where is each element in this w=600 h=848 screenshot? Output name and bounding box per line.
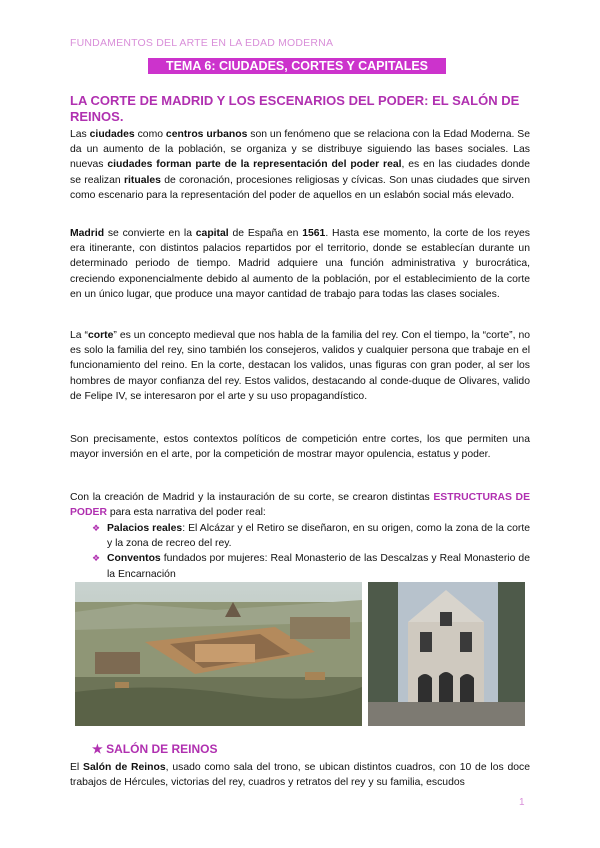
list-item: ❖ Palacios reales: El Alcázar y el Retiro se diseñaron, en su origen, como la zona de la corte y la zona de recreo del rey.	[92, 523, 530, 550]
star-icon: ★	[92, 742, 103, 756]
paragraph-estructuras: Con la creación de Madrid y la instauración de su corte, se crearon distintas ESTRUCTURAS DE PODER para esta narrativa del poder real:	[70, 492, 530, 519]
list-item: ❖ Conventos fundados por mujeres: Real Monasterio de las Descalzas y Real Monasterio de la Encarnación	[92, 553, 530, 580]
paragraph-corte: La “corte” es un concepto medieval que nos habla de la familia del rey. Con el tiempo, la “corte”, no es solo la familia del rey, sino también los consejeros, validos y cualquier persona que trabaje en el funcionamiento del reino. En la corte, destacan los validos, unas figuras con gran poder, al ser los hombres de mayor confianza del rey. Estos validos, destacando al conde-duque de Olivares, valido de Felipe IV, se interesaron por el arte y su uso propagandístico.	[70, 330, 530, 402]
chapter-title: TEMA 6: CIUDADES, CORTES Y CAPITALES	[148, 58, 446, 74]
palace-painting-image	[75, 582, 362, 726]
paragraph-ciudades: Las ciudades como centros urbanos son un fenómeno que se relaciona con la Edad Moderna. Se da un aumento de la población, se organiza y se distribuye siguiendo las bases sociales. Las nuevas ciudades forman parte de la representación del poder real, es en las ciudades donde se realizan rituales de coronación, procesiones religiosas y cívicas. Son unas ciudades que sirven como escenario para la representación del poder de aquellos en un eslabón social más elevado.	[70, 129, 530, 201]
section-title: LA CORTE DE MADRID Y LOS ESCENARIOS DEL PODER: EL SALÓN DE REINOS.	[70, 93, 520, 124]
structures-list	[92, 521, 530, 582]
paragraph-madrid: Madrid se convierte en la capital de España en 1561. Hasta ese momento, la corte de los reyes era itinerante, con distintos palacios repartidos por el territorio, donde se establecían durante un determinado periodo de tiempo. Madrid adquiere una función administrativa y burocrática, creciendo exponencialmente debido al aumento de la población, por el establecimiento de la corte en un único lugar, que produce una mayor cantidad de trabajo para todas las clases sociales.	[70, 228, 531, 300]
course-header: FUNDAMENTOS DEL ARTE EN LA EDAD MODERNA	[70, 37, 334, 49]
paragraph-salon: El Salón de Reinos, usado como sala del trono, se ubican distintos cuadros, con 10 de los doce trabajos de Hércules, victorias del rey, cuadros y retratos del rey y su familia, escudos	[70, 762, 530, 789]
convent-facade-illustration	[368, 582, 525, 726]
palace-painting-illustration	[75, 582, 362, 726]
diamond-bullet-icon: ❖	[92, 553, 101, 564]
convent-photo-image	[368, 582, 525, 726]
diamond-bullet-icon: ❖	[92, 523, 101, 533]
page-number: 1	[519, 797, 525, 808]
paragraph-contextos: Son precisamente, estos contextos políticos de competición entre cortes, los que permiten una mayor inversión en el arte, por la competición de mostrar mayor opulencia, estatus y poder.	[70, 434, 530, 461]
subsection-heading: ★ SALÓN DE REINOS	[92, 742, 218, 756]
